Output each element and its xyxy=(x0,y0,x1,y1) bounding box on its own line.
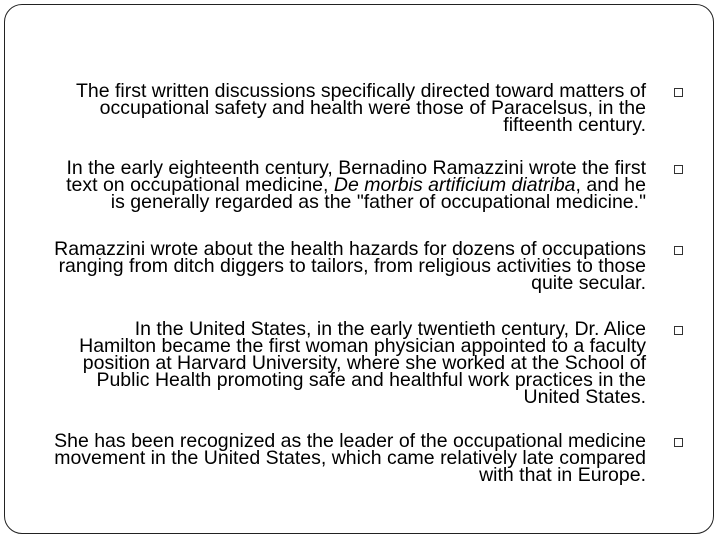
bullet-checkbox-icon xyxy=(674,246,683,255)
slide-frame xyxy=(4,4,714,534)
paragraph-recognized-leader xyxy=(54,430,646,486)
text-line: United States. xyxy=(523,386,646,408)
bullet-checkbox-icon xyxy=(674,438,683,447)
book-title: De morbis artificium diatriba xyxy=(333,174,576,196)
text-line: fifteenth century. xyxy=(503,114,646,136)
text-line: Hamilton became the first woman physician appointed to a faculty xyxy=(79,335,646,357)
text-line: In the United States, in the early twentieth century, Dr. Alice xyxy=(134,318,646,340)
paragraph-alice-hamilton xyxy=(79,318,646,408)
paragraph-health-hazards xyxy=(54,238,646,294)
text-line: movement in the United States, which came relatively late compared xyxy=(54,447,646,469)
text-line: position at Harvard University, where she worked at the School of xyxy=(82,352,646,374)
text-line: Ramazzini wrote about the health hazards for dozens of occupations xyxy=(54,238,646,260)
text-segment: , and he xyxy=(575,174,646,196)
text-line: ranging from ditch diggers to tailors, from religious activities to those xyxy=(58,255,646,277)
text-line: She has been recognized as the leader of the occupational medicine xyxy=(54,430,646,452)
bullet-checkbox-icon xyxy=(674,88,683,97)
text-line: Public Health promoting safe and healthful work practices in the xyxy=(96,369,646,391)
text-line: The first written discussions specifically directed toward matters of xyxy=(75,80,646,102)
paragraph-paracelsus xyxy=(75,80,646,136)
paragraph-ramazzini-first-text xyxy=(66,157,646,213)
text-segment: text on occupational medicine, xyxy=(66,174,334,196)
text-line: occupational safety and health were those of Paracelsus, in the xyxy=(99,97,646,119)
text-line: quite secular. xyxy=(531,272,646,294)
bullet-checkbox-icon xyxy=(674,326,683,335)
text-line: In the early eighteenth century, Bernadino Ramazzini wrote the first xyxy=(66,157,646,179)
text-line: with that in Europe. xyxy=(479,464,646,486)
text-line: is generally regarded as the "father of occupational medicine." xyxy=(110,191,646,213)
bullet-checkbox-icon xyxy=(674,165,683,174)
